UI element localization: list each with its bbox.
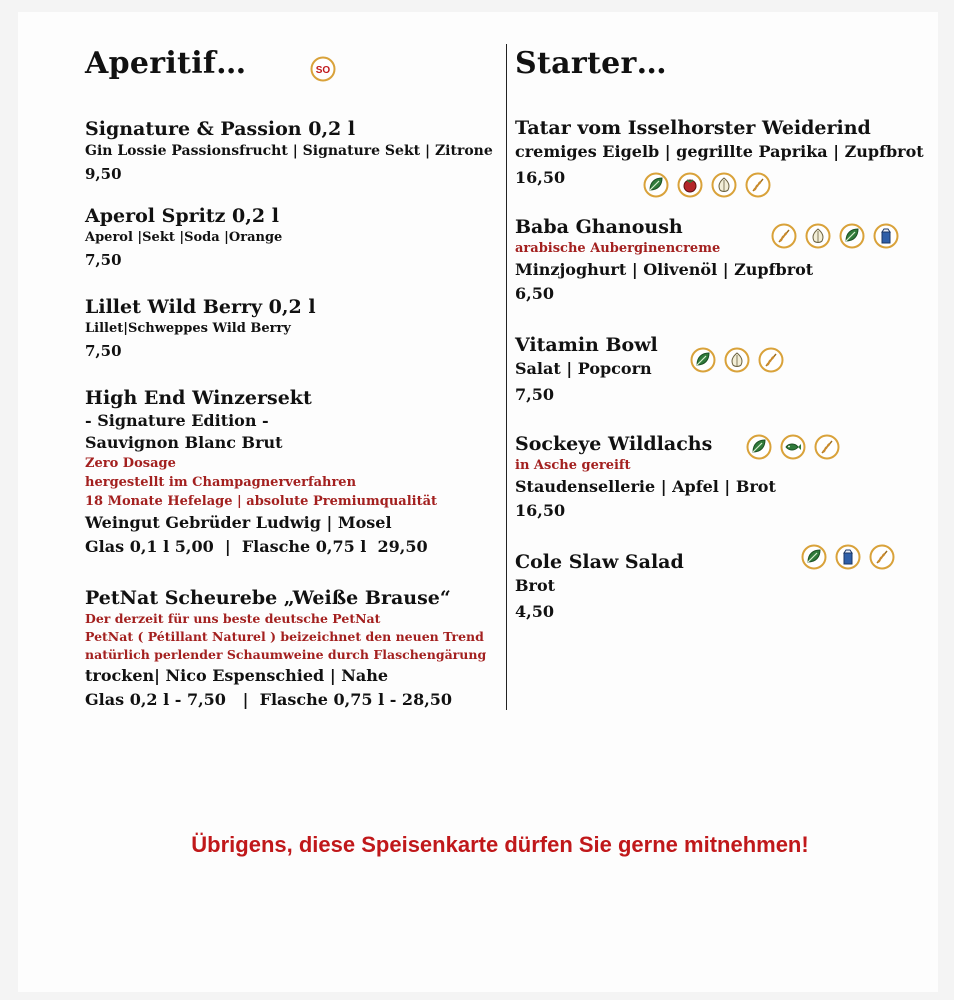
item-title: High End Winzersekt xyxy=(85,387,312,409)
item-description: Gin Lossie Passionsfrucht | Signature Sekt | Zitrone xyxy=(85,143,493,159)
item-price: 4,50 xyxy=(515,602,554,621)
item-title: Lillet Wild Berry 0,2 l xyxy=(85,296,316,318)
tomato-icon xyxy=(677,172,703,198)
item-description: Lillet|Schweppes Wild Berry xyxy=(85,321,291,336)
wheat-icon xyxy=(758,347,784,373)
wheat-icon xyxy=(745,172,771,198)
item-winery: trocken| Nico Espenschied | Nahe xyxy=(85,666,389,685)
item-description: Minzjoghurt | Olivenöl | Zupfbrot xyxy=(515,260,814,279)
item-description: Staudensellerie | Apfel | Brot xyxy=(515,477,776,496)
wheat-icon xyxy=(869,544,895,570)
item-title: Signature & Passion 0,2 l xyxy=(85,118,356,140)
item-price: 9,50 xyxy=(85,165,122,183)
item-description: Aperol |Sekt |Soda |Orange xyxy=(85,230,283,245)
allergen-icons xyxy=(746,434,840,460)
item-description: Brot xyxy=(515,576,556,595)
item-note: Zero Dosage xyxy=(85,456,176,471)
leaf-icon xyxy=(746,434,772,460)
item-title: Sockeye Wildlachs xyxy=(515,433,713,455)
item-note: hergestellt im Champagnerverfahren xyxy=(85,475,357,490)
milk-icon xyxy=(835,544,861,570)
menu-item-petnat xyxy=(85,586,515,712)
item-description: cremiges Eigelb | gegrillte Paprika | Zupfbrot xyxy=(515,142,924,161)
leaf-icon xyxy=(839,223,865,249)
wheat-icon xyxy=(771,223,797,249)
item-note: in Asche gereift xyxy=(515,458,631,473)
allergen-icons xyxy=(643,172,771,198)
menu-item-vitamin-bowl xyxy=(515,333,945,407)
menu-item-tatar xyxy=(515,116,945,190)
allergen-icons xyxy=(771,223,899,249)
item-note: 18 Monate Hefelage | absolute Premiumqualität xyxy=(85,494,438,509)
milk-icon xyxy=(873,223,899,249)
item-title: Tatar vom Isselhorster Weiderind xyxy=(515,117,871,139)
column-divider xyxy=(506,44,507,710)
item-note: arabische Auberginencreme xyxy=(515,241,721,256)
footer-note: Übrigens, diese Speisenkarte dürfen Sie gerne mitnehmen! xyxy=(191,832,809,857)
item-price: 6,50 xyxy=(515,284,554,303)
item-price: 7,50 xyxy=(85,342,122,360)
item-title: PetNat Scheurebe „Weiße Brause“ xyxy=(85,587,451,609)
item-price: 16,50 xyxy=(515,501,566,520)
so-badge-icon xyxy=(310,56,336,82)
item-price: 7,50 xyxy=(85,251,122,269)
starter-heading: Starter… xyxy=(515,46,667,81)
wheat-icon xyxy=(814,434,840,460)
item-note: Der derzeit für uns beste deutsche PetNat xyxy=(85,611,381,626)
item-grape: Sauvignon Blanc Brut xyxy=(85,433,283,452)
menu-item-winzersekt xyxy=(85,386,515,559)
item-description: Salat | Popcorn xyxy=(515,359,652,378)
item-title: Baba Ghanoush xyxy=(515,216,683,238)
menu-item-baba-ghanoush xyxy=(515,215,945,306)
leaf-icon xyxy=(643,172,669,198)
garlic-icon xyxy=(724,347,750,373)
item-price: Glas 0,2 l - 7,50 | Flasche 0,75 l - 28,50 xyxy=(85,690,453,709)
item-title: Aperol Spritz 0,2 l xyxy=(85,205,279,227)
item-edition: - Signature Edition - xyxy=(85,411,269,430)
item-title: Cole Slaw Salad xyxy=(515,551,684,573)
garlic-icon xyxy=(711,172,737,198)
leaf-icon xyxy=(690,347,716,373)
menu-item-aperol-spritz xyxy=(85,204,515,271)
menu-item-sockeye xyxy=(515,432,945,523)
menu-item-signature-passion xyxy=(85,117,515,185)
garlic-icon xyxy=(805,223,831,249)
aperitif-heading: Aperitif… xyxy=(85,46,247,81)
leaf-icon xyxy=(801,544,827,570)
menu-item-lillet-wild-berry xyxy=(85,295,515,362)
allergen-icons xyxy=(690,347,784,373)
so-badge-label: SO xyxy=(315,65,331,76)
item-winery: Weingut Gebrüder Ludwig | Mosel xyxy=(85,513,392,532)
item-note: natürlich perlender Schaumweine durch Flaschengärung xyxy=(85,647,487,662)
item-title: Vitamin Bowl xyxy=(515,334,658,356)
allergen-icons xyxy=(801,544,895,570)
fish-icon xyxy=(780,434,806,460)
item-price: 7,50 xyxy=(515,385,554,404)
menu-item-cole-slaw xyxy=(515,550,945,624)
item-price: Glas 0,1 l 5,00 | Flasche 0,75 l 29,50 xyxy=(85,537,428,556)
item-price: 16,50 xyxy=(515,168,566,187)
item-note: PetNat ( Pétillant Naturel ) beizeichnet den neuen Trend xyxy=(85,629,484,644)
